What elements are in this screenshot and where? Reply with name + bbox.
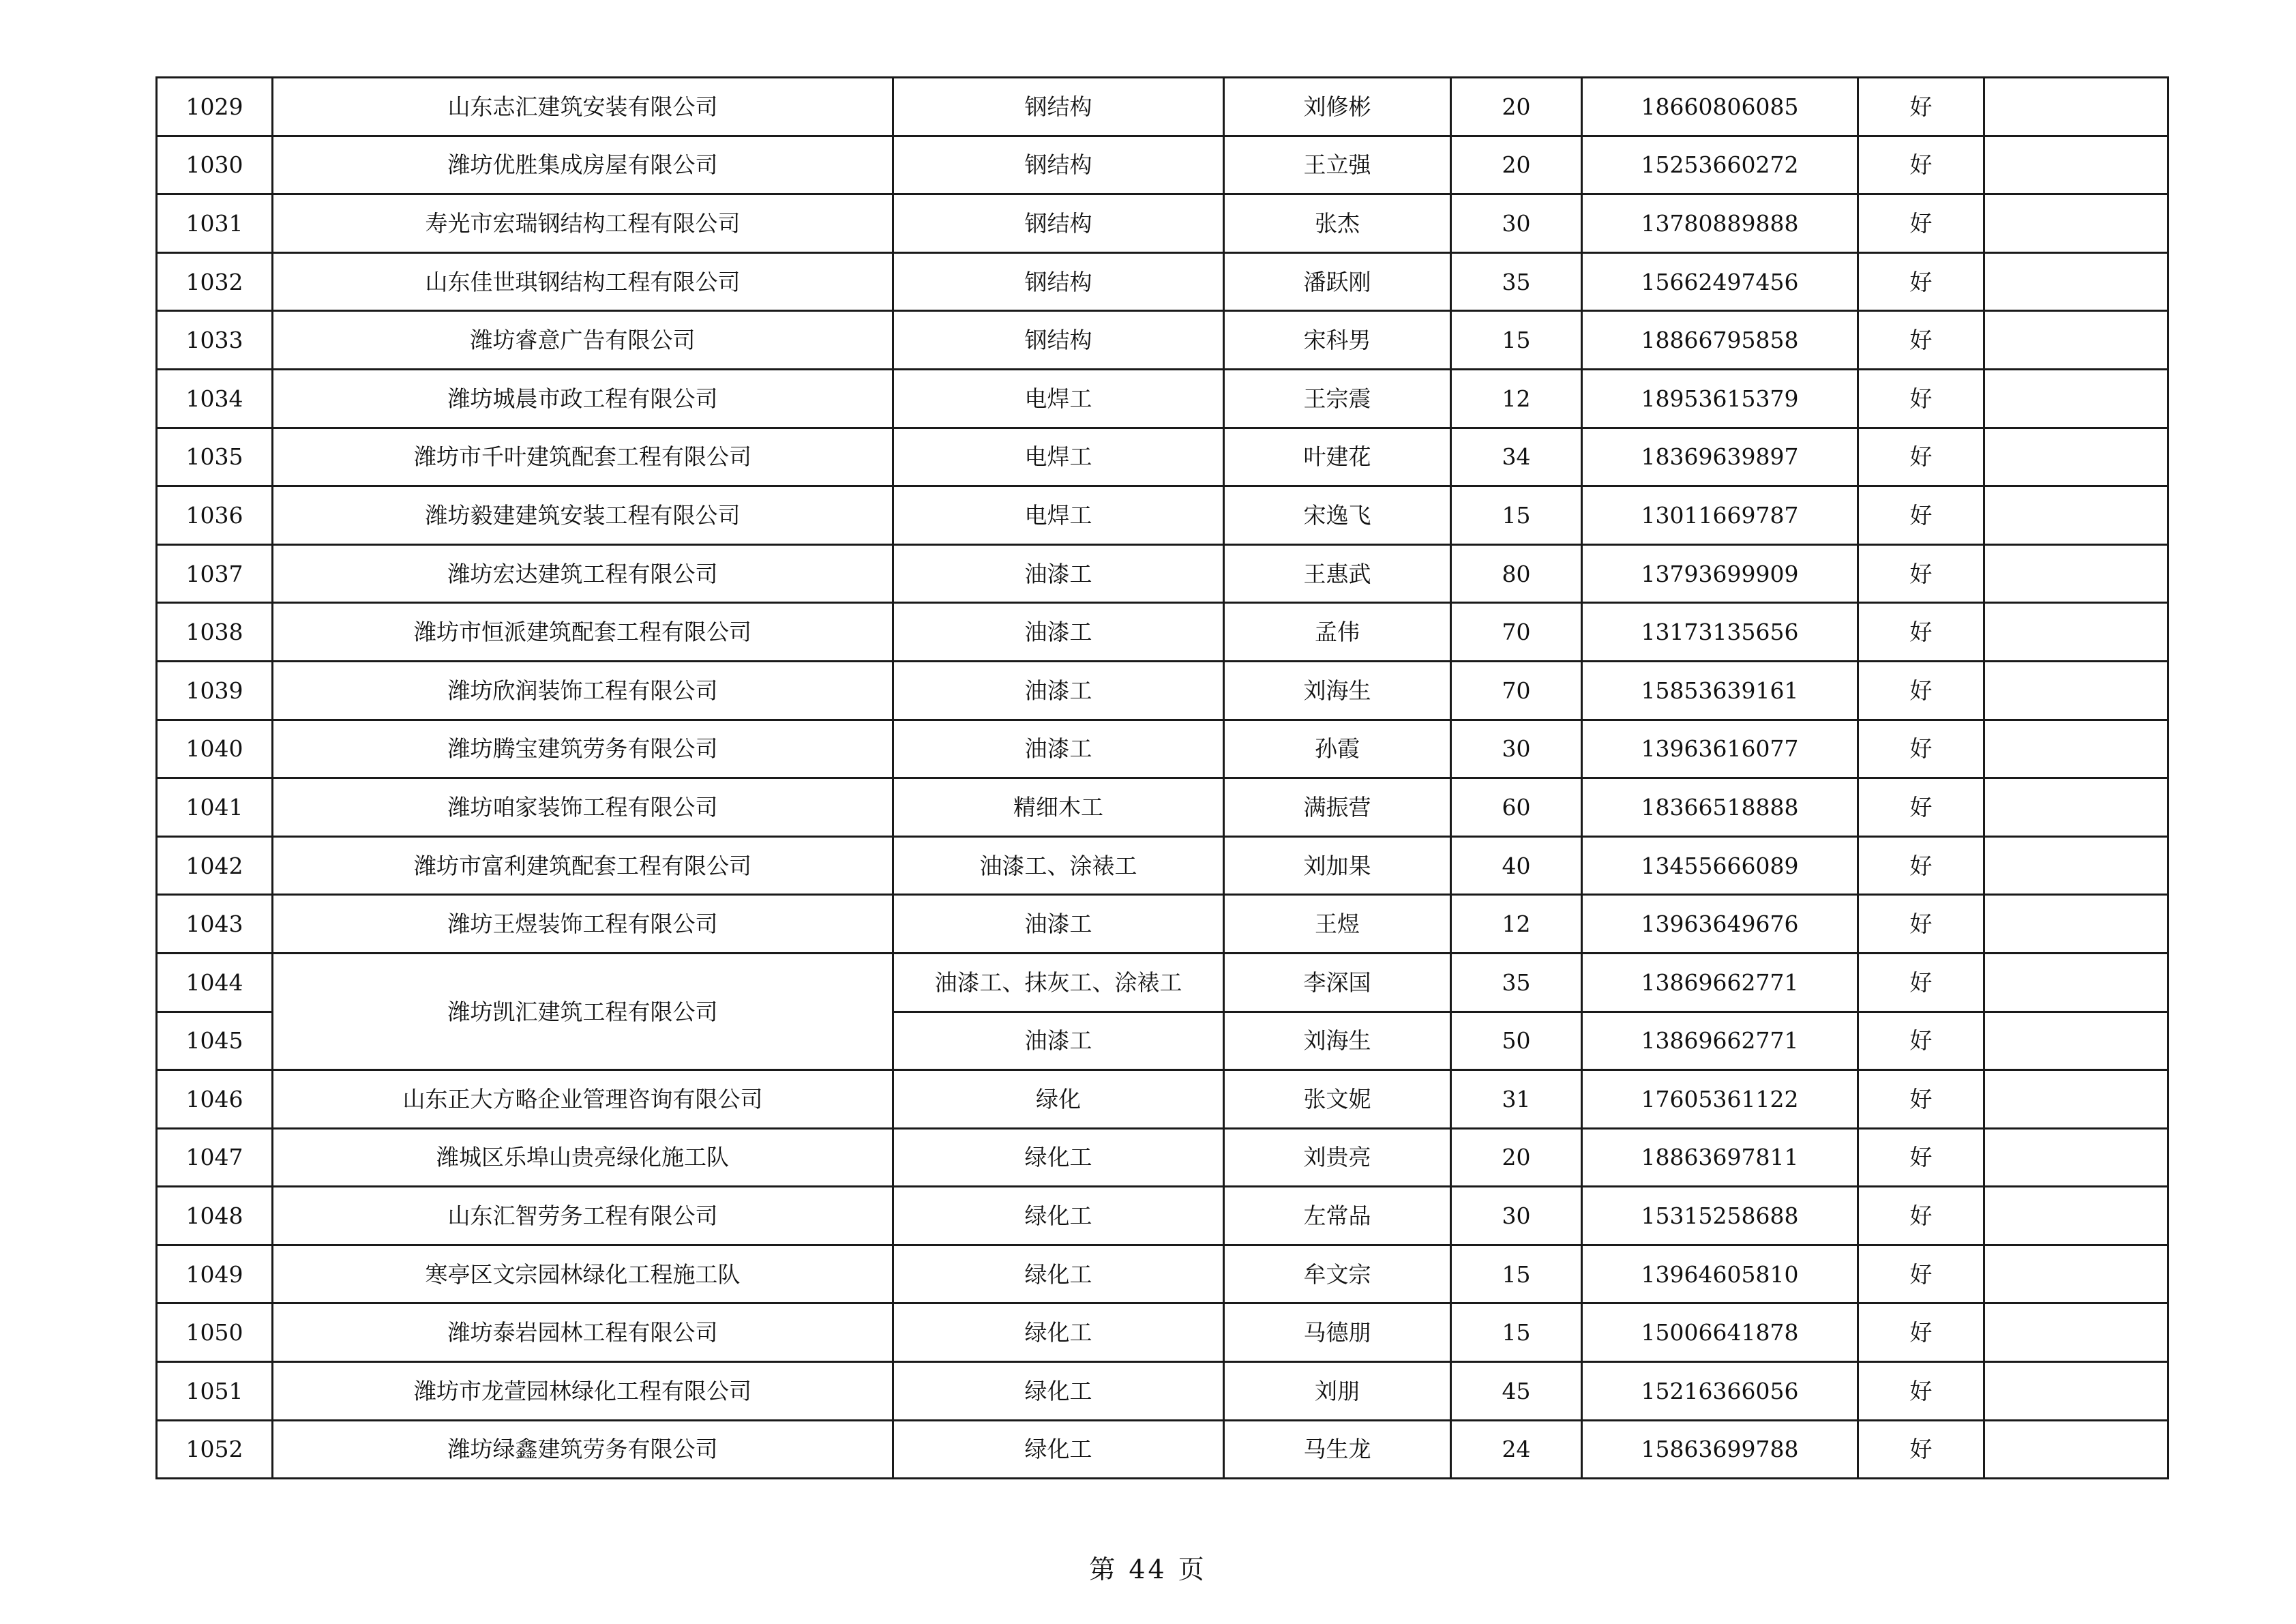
- remark-cell: [1984, 953, 2168, 1012]
- company-name-cell: 山东汇智劳务工程有限公司: [273, 1187, 893, 1245]
- contact-person-cell: 满振营: [1224, 778, 1451, 837]
- row-number-cell: 1052: [157, 1420, 273, 1479]
- remark-cell: [1984, 1420, 2168, 1479]
- remark-cell: [1984, 836, 2168, 895]
- table-row: [157, 836, 2168, 895]
- row-number-cell: 1042: [157, 836, 273, 895]
- worker-count-cell: 24: [1451, 1420, 1582, 1479]
- row-number-cell: 1043: [157, 895, 273, 954]
- remark-cell: [1984, 1303, 2168, 1362]
- trade-type-cell: 绿化工: [893, 1362, 1224, 1421]
- row-number-cell: 1032: [157, 252, 273, 311]
- remark-cell: [1984, 1245, 2168, 1303]
- rating-cell: 好: [1858, 428, 1984, 486]
- trade-type-cell: 油漆工、抹灰工、涂裱工: [893, 953, 1224, 1012]
- contact-person-cell: 宋科男: [1224, 311, 1451, 370]
- contractor-table: [155, 76, 2169, 1479]
- remark-cell: [1984, 1070, 2168, 1129]
- rating-cell: 好: [1858, 1070, 1984, 1129]
- company-name-cell: 山东正大方略企业管理咨询有限公司: [273, 1070, 893, 1129]
- table-row: [157, 311, 2168, 370]
- phone-number-cell: 13963616077: [1582, 720, 1858, 778]
- trade-type-cell: 钢结构: [893, 311, 1224, 370]
- rating-cell: 好: [1858, 1012, 1984, 1070]
- trade-type-cell: 绿化工: [893, 1128, 1224, 1187]
- remark-cell: [1984, 1128, 2168, 1187]
- company-name-cell: 潍城区乐埠山贵亮绿化施工队: [273, 1128, 893, 1187]
- table-row: [157, 1187, 2168, 1245]
- company-name-cell: 潍坊王煜装饰工程有限公司: [273, 895, 893, 954]
- worker-count-cell: 30: [1451, 720, 1582, 778]
- contact-person-cell: 刘修彬: [1224, 78, 1451, 136]
- company-name-cell: 潍坊市千叶建筑配套工程有限公司: [273, 428, 893, 486]
- contact-person-cell: 王立强: [1224, 136, 1451, 194]
- remark-cell: [1984, 1362, 2168, 1421]
- phone-number-cell: 18866795858: [1582, 311, 1858, 370]
- trade-type-cell: 电焊工: [893, 486, 1224, 545]
- phone-number-cell: 18369639897: [1582, 428, 1858, 486]
- trade-type-cell: 绿化工: [893, 1303, 1224, 1362]
- row-number-cell: 1040: [157, 720, 273, 778]
- phone-number-cell: 13869662771: [1582, 953, 1858, 1012]
- company-name-cell: 潍坊市恒派建筑配套工程有限公司: [273, 603, 893, 662]
- trade-type-cell: 油漆工: [893, 895, 1224, 954]
- trade-type-cell: 油漆工: [893, 603, 1224, 662]
- rating-cell: 好: [1858, 252, 1984, 311]
- row-number-cell: 1045: [157, 1012, 273, 1070]
- contact-person-cell: 刘海生: [1224, 1012, 1451, 1070]
- contact-person-cell: 潘跃刚: [1224, 252, 1451, 311]
- row-number-cell: 1047: [157, 1128, 273, 1187]
- remark-cell: [1984, 895, 2168, 954]
- rating-cell: 好: [1858, 311, 1984, 370]
- table-row: [157, 369, 2168, 428]
- contact-person-cell: 马德朋: [1224, 1303, 1451, 1362]
- table-row: [157, 136, 2168, 194]
- worker-count-cell: 30: [1451, 1187, 1582, 1245]
- phone-number-cell: 13869662771: [1582, 1012, 1858, 1070]
- remark-cell: [1984, 486, 2168, 545]
- worker-count-cell: 15: [1451, 1303, 1582, 1362]
- worker-count-cell: 12: [1451, 895, 1582, 954]
- table-row: [157, 1070, 2168, 1129]
- remark-cell: [1984, 311, 2168, 370]
- worker-count-cell: 80: [1451, 544, 1582, 603]
- table-row: [157, 486, 2168, 545]
- contact-person-cell: 王煜: [1224, 895, 1451, 954]
- trade-type-cell: 油漆工、涂裱工: [893, 836, 1224, 895]
- remark-cell: [1984, 194, 2168, 253]
- remark-cell: [1984, 720, 2168, 778]
- remark-cell: [1984, 603, 2168, 662]
- contact-person-cell: 叶建花: [1224, 428, 1451, 486]
- rating-cell: 好: [1858, 136, 1984, 194]
- remark-cell: [1984, 252, 2168, 311]
- rating-cell: 好: [1858, 836, 1984, 895]
- phone-number-cell: 18660806085: [1582, 78, 1858, 136]
- company-name-cell: 山东佳世琪钢结构工程有限公司: [273, 252, 893, 311]
- trade-type-cell: 绿化工: [893, 1245, 1224, 1303]
- company-name-cell: 潍坊市富利建筑配套工程有限公司: [273, 836, 893, 895]
- phone-number-cell: 18863697811: [1582, 1128, 1858, 1187]
- phone-number-cell: 13173135656: [1582, 603, 1858, 662]
- trade-type-cell: 油漆工: [893, 544, 1224, 603]
- phone-number-cell: 13011669787: [1582, 486, 1858, 545]
- worker-count-cell: 15: [1451, 1245, 1582, 1303]
- remark-cell: [1984, 661, 2168, 720]
- remark-cell: [1984, 1012, 2168, 1070]
- company-name-cell: 山东志汇建筑安装有限公司: [273, 78, 893, 136]
- table-row: [157, 1128, 2168, 1187]
- rating-cell: 好: [1858, 78, 1984, 136]
- table-row: [157, 1362, 2168, 1421]
- table-row: [157, 778, 2168, 837]
- row-number-cell: 1039: [157, 661, 273, 720]
- trade-type-cell: 绿化: [893, 1070, 1224, 1129]
- phone-number-cell: 15863699788: [1582, 1420, 1858, 1479]
- contact-person-cell: 王宗震: [1224, 369, 1451, 428]
- phone-number-cell: 15216366056: [1582, 1362, 1858, 1421]
- table-row: [157, 661, 2168, 720]
- trade-type-cell: 钢结构: [893, 78, 1224, 136]
- contact-person-cell: 王惠武: [1224, 544, 1451, 603]
- trade-type-cell: 绿化工: [893, 1187, 1224, 1245]
- rating-cell: 好: [1858, 1128, 1984, 1187]
- contact-person-cell: 张文妮: [1224, 1070, 1451, 1129]
- remark-cell: [1984, 369, 2168, 428]
- contact-person-cell: 孟伟: [1224, 603, 1451, 662]
- trade-type-cell: 电焊工: [893, 369, 1224, 428]
- contact-person-cell: 李深国: [1224, 953, 1451, 1012]
- contact-person-cell: 左常品: [1224, 1187, 1451, 1245]
- remark-cell: [1984, 428, 2168, 486]
- rating-cell: 好: [1858, 194, 1984, 253]
- contact-person-cell: 孙霞: [1224, 720, 1451, 778]
- phone-number-cell: 15253660272: [1582, 136, 1858, 194]
- row-number-cell: 1034: [157, 369, 273, 428]
- trade-type-cell: 油漆工: [893, 661, 1224, 720]
- table-row: [157, 1420, 2168, 1479]
- table-row: [157, 603, 2168, 662]
- worker-count-cell: 34: [1451, 428, 1582, 486]
- table-row: [157, 720, 2168, 778]
- remark-cell: [1984, 78, 2168, 136]
- worker-count-cell: 35: [1451, 953, 1582, 1012]
- worker-count-cell: 15: [1451, 486, 1582, 545]
- worker-count-cell: 40: [1451, 836, 1582, 895]
- trade-type-cell: 钢结构: [893, 252, 1224, 311]
- contractor-table-body: [157, 78, 2168, 1479]
- phone-number-cell: 13780889888: [1582, 194, 1858, 253]
- worker-count-cell: 20: [1451, 1128, 1582, 1187]
- worker-count-cell: 50: [1451, 1012, 1582, 1070]
- contact-person-cell: 牟文宗: [1224, 1245, 1451, 1303]
- table-row: [157, 78, 2168, 136]
- row-number-cell: 1031: [157, 194, 273, 253]
- row-number-cell: 1051: [157, 1362, 273, 1421]
- worker-count-cell: 70: [1451, 603, 1582, 662]
- rating-cell: 好: [1858, 486, 1984, 545]
- company-name-cell: 潍坊毅建建筑安装工程有限公司: [273, 486, 893, 545]
- worker-count-cell: 15: [1451, 311, 1582, 370]
- remark-cell: [1984, 778, 2168, 837]
- table-row: [157, 1245, 2168, 1303]
- table-row: [157, 428, 2168, 486]
- rating-cell: 好: [1858, 895, 1984, 954]
- row-number-cell: 1046: [157, 1070, 273, 1129]
- company-name-cell: 潍坊城晨市政工程有限公司: [273, 369, 893, 428]
- worker-count-cell: 35: [1451, 252, 1582, 311]
- worker-count-cell: 45: [1451, 1362, 1582, 1421]
- row-number-cell: 1041: [157, 778, 273, 837]
- rating-cell: 好: [1858, 1362, 1984, 1421]
- page-number: 第 44 页: [1089, 1554, 1207, 1584]
- contact-person-cell: 刘加果: [1224, 836, 1451, 895]
- row-number-cell: 1049: [157, 1245, 273, 1303]
- phone-number-cell: 15853639161: [1582, 661, 1858, 720]
- rating-cell: 好: [1858, 778, 1984, 837]
- contact-person-cell: 刘海生: [1224, 661, 1451, 720]
- company-name-cell: 潍坊腾宝建筑劳务有限公司: [273, 720, 893, 778]
- remark-cell: [1984, 1187, 2168, 1245]
- row-number-cell: 1030: [157, 136, 273, 194]
- phone-number-cell: 18953615379: [1582, 369, 1858, 428]
- table-row: [157, 544, 2168, 603]
- phone-number-cell: 15315258688: [1582, 1187, 1858, 1245]
- table-row: [157, 895, 2168, 954]
- company-name-cell: 潍坊泰岩园林工程有限公司: [273, 1303, 893, 1362]
- company-name-cell: 潍坊欣润装饰工程有限公司: [273, 661, 893, 720]
- phone-number-cell: 13455666089: [1582, 836, 1858, 895]
- worker-count-cell: 12: [1451, 369, 1582, 428]
- row-number-cell: 1038: [157, 603, 273, 662]
- row-number-cell: 1037: [157, 544, 273, 603]
- table-row: [157, 252, 2168, 311]
- rating-cell: 好: [1858, 1187, 1984, 1245]
- trade-type-cell: 精细木工: [893, 778, 1224, 837]
- worker-count-cell: 60: [1451, 778, 1582, 837]
- phone-number-cell: 17605361122: [1582, 1070, 1858, 1129]
- phone-number-cell: 13793699909: [1582, 544, 1858, 603]
- rating-cell: 好: [1858, 661, 1984, 720]
- company-name-cell: 潍坊睿意广告有限公司: [273, 311, 893, 370]
- rating-cell: 好: [1858, 369, 1984, 428]
- table-row: [157, 194, 2168, 253]
- trade-type-cell: 钢结构: [893, 136, 1224, 194]
- phone-number-cell: 15662497456: [1582, 252, 1858, 311]
- company-name-cell: 寿光市宏瑞钢结构工程有限公司: [273, 194, 893, 253]
- row-number-cell: 1036: [157, 486, 273, 545]
- company-name-cell: 潍坊咱家装饰工程有限公司: [273, 778, 893, 837]
- worker-count-cell: 70: [1451, 661, 1582, 720]
- trade-type-cell: 油漆工: [893, 720, 1224, 778]
- rating-cell: 好: [1858, 953, 1984, 1012]
- worker-count-cell: 31: [1451, 1070, 1582, 1129]
- phone-number-cell: 15006641878: [1582, 1303, 1858, 1362]
- company-name-cell: 潍坊宏达建筑工程有限公司: [273, 544, 893, 603]
- company-name-cell: 潍坊市龙萱园林绿化工程有限公司: [273, 1362, 893, 1421]
- table-row: [157, 1303, 2168, 1362]
- table-row: [157, 953, 2168, 1012]
- company-name-cell: 潍坊优胜集成房屋有限公司: [273, 136, 893, 194]
- contact-person-cell: 宋逸飞: [1224, 486, 1451, 545]
- company-name-cell: 寒亭区文宗园林绿化工程施工队: [273, 1245, 893, 1303]
- company-name-cell: 潍坊凯汇建筑工程有限公司: [273, 953, 893, 1069]
- row-number-cell: 1035: [157, 428, 273, 486]
- rating-cell: 好: [1858, 544, 1984, 603]
- rating-cell: 好: [1858, 720, 1984, 778]
- worker-count-cell: 30: [1451, 194, 1582, 253]
- remark-cell: [1984, 136, 2168, 194]
- company-name-cell: 潍坊绿鑫建筑劳务有限公司: [273, 1420, 893, 1479]
- contact-person-cell: 马生龙: [1224, 1420, 1451, 1479]
- rating-cell: 好: [1858, 1420, 1984, 1479]
- remark-cell: [1984, 544, 2168, 603]
- phone-number-cell: 13963649676: [1582, 895, 1858, 954]
- trade-type-cell: 电焊工: [893, 428, 1224, 486]
- contact-person-cell: 刘朋: [1224, 1362, 1451, 1421]
- phone-number-cell: 18366518888: [1582, 778, 1858, 837]
- trade-type-cell: 油漆工: [893, 1012, 1224, 1070]
- contact-person-cell: 张杰: [1224, 194, 1451, 253]
- rating-cell: 好: [1858, 1303, 1984, 1362]
- trade-type-cell: 绿化工: [893, 1420, 1224, 1479]
- worker-count-cell: 20: [1451, 136, 1582, 194]
- row-number-cell: 1029: [157, 78, 273, 136]
- row-number-cell: 1033: [157, 311, 273, 370]
- row-number-cell: 1050: [157, 1303, 273, 1362]
- contact-person-cell: 刘贵亮: [1224, 1128, 1451, 1187]
- rating-cell: 好: [1858, 1245, 1984, 1303]
- rating-cell: 好: [1858, 603, 1984, 662]
- trade-type-cell: 钢结构: [893, 194, 1224, 253]
- row-number-cell: 1048: [157, 1187, 273, 1245]
- worker-count-cell: 20: [1451, 78, 1582, 136]
- phone-number-cell: 13964605810: [1582, 1245, 1858, 1303]
- row-number-cell: 1044: [157, 953, 273, 1012]
